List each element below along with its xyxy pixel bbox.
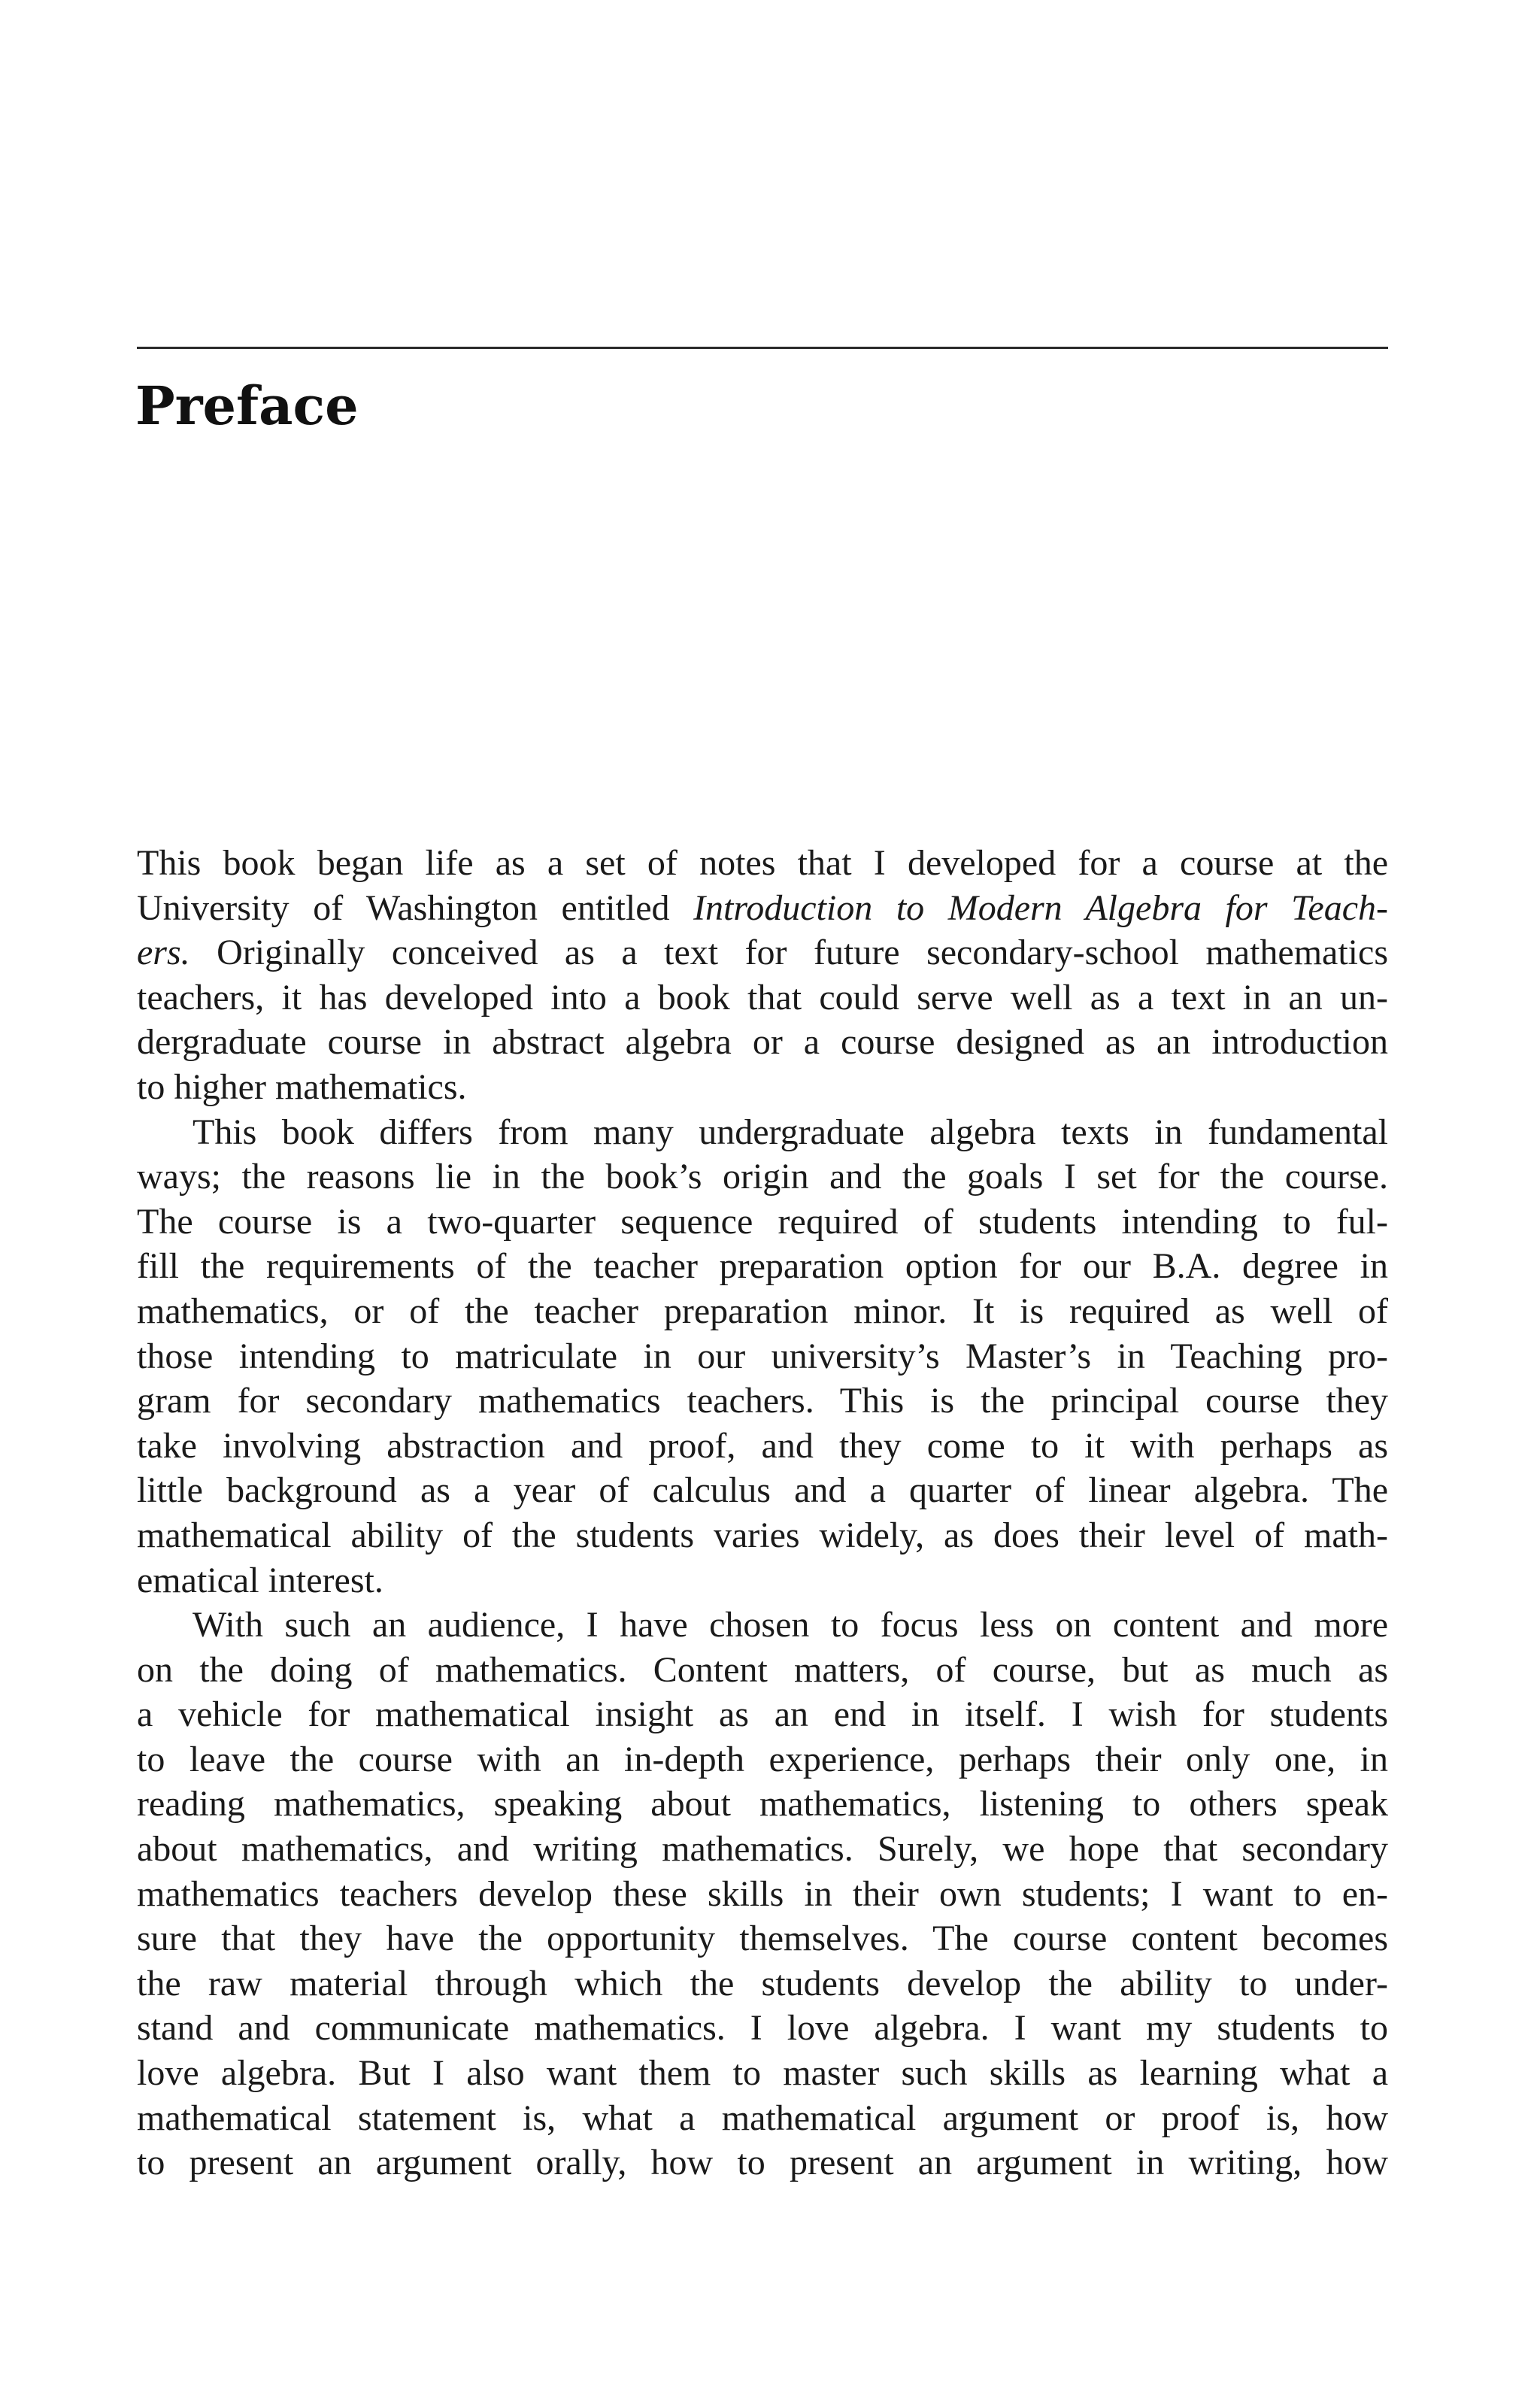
text-line: about mathematics, and writing mathematics. Surely, we hope that secondary [137,1829,1388,1870]
text-line: teachers, it has developed into a book that could serve well as a text in an un- [137,977,1388,1018]
preface-body [137,841,1388,2185]
text-line: ers. Originally conceived as a text for future secondary-school mathematics [137,933,1388,973]
paragraph [137,841,1388,1110]
text-line: a vehicle for mathematical insight as an end in itself. I wish for students [137,1694,1388,1735]
text-line: University of Washington entitled Introduction to Modern Algebra for Teach- [137,887,1389,928]
text-line: ways; the reasons lie in the book’s origin and the goals I set for the course. [137,1157,1388,1197]
chapter-heading: Preface [135,375,359,437]
text-line: on the doing of mathematics. Content matters, of course, but as much as [137,1649,1388,1690]
text-line: little background as a year of calculus and a quarter of linear algebra. The [137,1470,1388,1511]
text-line: to leave the course with an in-depth experience, perhaps their only one, in [137,1739,1388,1779]
text-line: to higher mathematics. [137,1066,467,1107]
text-line: those intending to matriculate in our university’s Master’s in Teaching pro- [137,1336,1388,1376]
text-line: gram for secondary mathematics teachers. This is the principal course they [137,1381,1388,1421]
text-line: the raw material through which the students develop the ability to under- [137,1963,1388,2003]
text-line: love algebra. But I also want them to master such skills as learning what a [137,2053,1388,2094]
text-line: take involving abstraction and proof, and they come to it with perhaps as [137,1425,1388,1466]
text-line: reading mathematics, speaking about mathematics, listening to others speak [137,1784,1388,1824]
text-line: dergraduate course in abstract algebra or a course designed as an introduction [137,1022,1388,1063]
text-line: to present an argument orally, how to present an argument in writing, how [137,2143,1388,2183]
italic-title: Introduction to Modern Algebra for Teach- [693,887,1389,928]
italic-title: ers. [137,933,190,973]
text-line: sure that they have the opportunity themselves. The course content becomes [137,1918,1388,1959]
text-line: mathematical ability of the students varies widely, as does their level of math- [137,1515,1388,1555]
text-line: ematical interest. [137,1560,383,1600]
text-line: mathematics teachers develop these skills in their own students; I want to en- [137,1873,1388,1914]
text-line: This book began life as a set of notes that I developed for a course at the [137,843,1388,883]
chapter-rule [137,347,1388,349]
text-line: stand and communicate mathematics. I love algebra. I want my students to [137,2008,1388,2049]
text-line: With such an audience, I have chosen to focus less on content and more [192,1605,1388,1645]
text-line: mathematical statement is, what a mathematical argument or proof is, how [137,2097,1388,2138]
paragraph [137,1603,1388,2185]
text-line: mathematics, or of the teacher preparation minor. It is required as well of [137,1291,1388,1331]
text-line: The course is a two-quarter sequence required of students intending to ful- [137,1201,1388,1242]
paragraph [137,1110,1388,1603]
text-line: This book differs from many undergraduate algebra texts in fundamental [192,1112,1388,1152]
text-line: fill the requirements of the teacher preparation option for our B.A. degree in [137,1246,1388,1287]
